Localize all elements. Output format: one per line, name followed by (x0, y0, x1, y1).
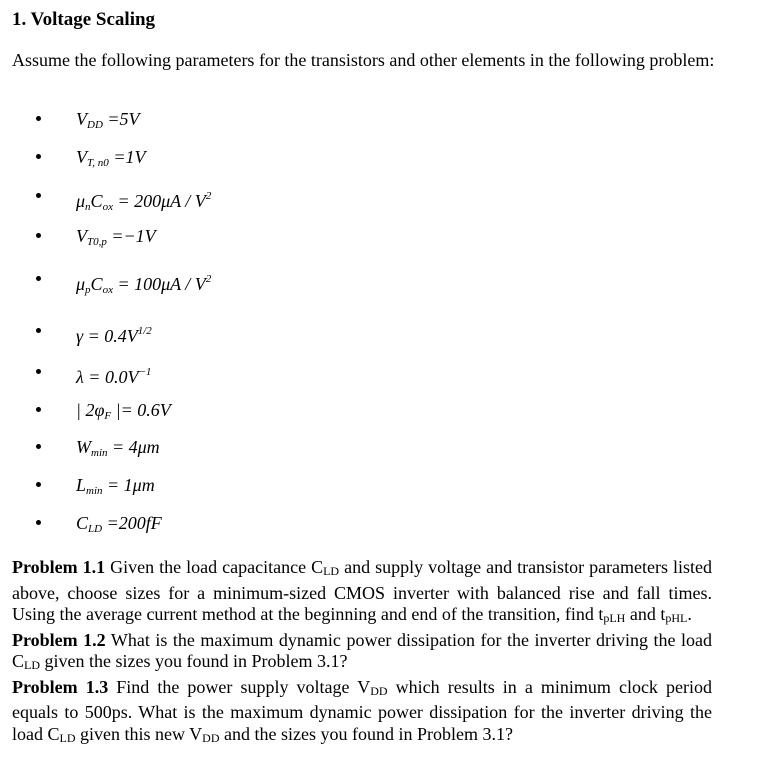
param-vdd: $V_{DD} =5V$ (76, 109, 140, 131)
param-up-cox: $\mu_pC_{ox} = 100\mu A / V^2$ (76, 273, 212, 296)
list-item (36, 225, 436, 255)
list-item (36, 512, 436, 542)
problem-1-1: Problem 1.1 Given the load capacitance $C_{LD}$ and supply voltage and transistor parameters listed above, choose sizes for a minimum-sized CMOS inverter with balanced rise and fall times. Using the average current method at the beginning and end of the transition, find $t_{pLH}$ and $t_{pHL}$. (12, 557, 713, 625)
bullet-icon (36, 233, 41, 238)
bullet-icon (36, 154, 41, 159)
bullet-icon (36, 193, 41, 198)
problems-block (12, 557, 712, 749)
intro-paragraph: Assume the following parameters for the transistors and other elements in the following problem: (12, 50, 715, 70)
list-item (36, 361, 436, 391)
list-item (36, 399, 436, 429)
bullet-icon (36, 520, 41, 525)
list-item (36, 108, 436, 138)
param-wmin: $W_{min} = 4\mu m$ (76, 437, 160, 459)
param-vtn0: $V_{T, n0} =1V$ (76, 147, 146, 169)
list-item (36, 268, 436, 298)
bullet-icon (36, 369, 41, 374)
bullet-icon (36, 444, 41, 449)
param-vt0p: $V_{T0,p} =-1V$ (76, 226, 156, 248)
problem-label: Problem 1.2 (12, 629, 106, 650)
bullet-icon (36, 116, 41, 121)
bullet-icon (36, 407, 41, 412)
list-item (36, 146, 436, 176)
problem-1-2: Problem 1.2 What is the maximum dynamic power dissipation for the inverter driving the load $C_{LD}$ given the sizes you found in Problem 3.1? (12, 629, 712, 672)
bullet-icon (36, 328, 41, 333)
section-heading: 1. Voltage Scaling (12, 9, 156, 30)
bullet-icon (36, 276, 41, 281)
list-item (36, 320, 436, 350)
problem-label: Problem 1.3 (12, 676, 109, 697)
param-un-cox: $\mu_nC_{ox} = 200\mu A / V^2$ (76, 190, 212, 213)
problem-1-3: Problem 1.3 Find the power supply voltage $V_{DD}$ which results in a minimum clock period equals to 500ps. What is the maximum dynamic power dissipation for the inverter driving the load $C_{LD}$ given this new $V_{DD}$ and the sizes you found in Problem 3.1? (12, 676, 712, 745)
param-lambda: $\lambda = 0.0V^{-1}$ (76, 366, 152, 387)
problem-label: Problem 1.1 (12, 557, 106, 577)
bullet-icon (36, 482, 41, 487)
param-gamma: $\gamma = 0.4V^{1/2}$ (76, 325, 152, 346)
list-item (36, 185, 436, 215)
param-cld: $C_{LD} =200fF$ (76, 513, 162, 535)
param-lmin: $L_{min} = 1\mu m$ (76, 475, 155, 497)
param-phi-f: | $2\varphi_F$ |= 0.6V (76, 400, 171, 422)
list-item (36, 474, 436, 504)
list-item (36, 436, 436, 466)
